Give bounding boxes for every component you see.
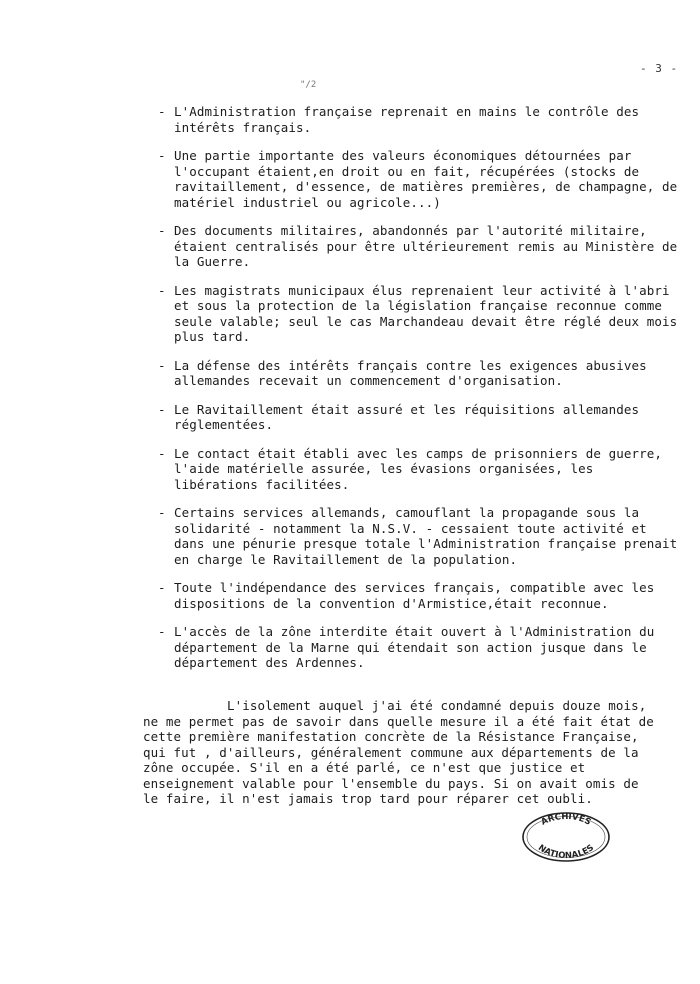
bullet-text: L'accès de la zône interdite était ouvert à l'Administration du département de la Marne qui étendait son action jusque dans le département des Ardennes. — [174, 624, 655, 670]
bullet-dash: - — [158, 624, 166, 639]
bullet-item — [158, 358, 678, 389]
archives-nationales-stamp — [520, 810, 612, 864]
bullet-dash: - — [158, 580, 166, 595]
stray-mark: "/2 — [300, 80, 317, 90]
stamp-top-text: ARCHIVES — [539, 811, 593, 828]
bullet-text: Les magistrats municipaux élus reprenaient leur activité à l'abri et sous la protection de la législation française reconnue comme seule valable; seul le cas Marchandeau devait être réglé deux mois plus tard. — [174, 282, 678, 344]
bullet-text: Certains services allemands, camouflant la propagande sous la solidarité - notamment la N.S.V. - cessaient toute activité et dans une pénurie presque totale l'Administration française prenait en charge le Ravitaillement de la population. — [174, 505, 678, 567]
bullet-text: Une partie importante des valeurs économiques détournées par l'occupant étaient,en droit ou en fait, récupérées (stocks de ravitaillement, d'essence, de matières premières, de champagne, de matériel industriel ou agricole...) — [174, 148, 678, 210]
page-number: - 3 - — [640, 62, 679, 75]
bullet-item — [158, 223, 678, 270]
bullet-text: Le Ravitaillement était assuré et les réquisitions allemandes réglementées. — [174, 401, 640, 432]
bullet-dash: - — [158, 223, 166, 238]
bullet-item — [158, 104, 678, 135]
bullet-dash: - — [158, 282, 166, 298]
bullet-item — [158, 148, 678, 210]
bullet-dash: - — [158, 104, 166, 119]
bullet-dash: - — [158, 505, 166, 520]
bullet-dash: - — [158, 401, 166, 417]
bullet-dash: - — [158, 445, 166, 461]
bullet-item — [158, 402, 678, 433]
bullet-dash: - — [158, 357, 166, 373]
bullet-text: Le contact était établi avec les camps de prisonniers de guerre, l'aide matérielle assurée, les évasions organisées, les libérations facilitées. — [174, 445, 663, 492]
bullet-text: Des documents militaires, abandonnés par l'autorité militaire, étaient centralisés pour être ultérieurement remis au Ministère de la Guerre. — [174, 223, 678, 269]
bullet-text: La défense des intérêts français contre les exigences abusives allemandes recevait un commencement d'organisation. — [174, 357, 647, 388]
stamp-bottom-text: NATIONALES — [536, 842, 596, 862]
bullet-item — [158, 580, 678, 611]
bullet-text: L'Administration française reprenait en mains le contrôle des intérêts français. — [174, 104, 640, 135]
bullet-item — [158, 446, 678, 493]
bullet-list — [158, 104, 678, 684]
bullet-item — [158, 505, 678, 567]
stamp-seal — [520, 810, 612, 864]
bullet-dash: - — [158, 148, 166, 163]
closing-paragraph: L'isolement auquel j'ai été condamné depuis douze mois, ne me permet pas de savoir dans quelle mesure il a été fait état de cette première manifestation concrète de la Résistance Française, qui fut , d'ailleurs, généralement commune aux départements de la zône occupée. S'il en a été parlé, ce n'est que justice et enseignement valable pour l'ensemble du pays. Si on avait omis de le faire, il n'est jamais trop tard pour réparer cet oubli. — [143, 698, 654, 806]
bullet-item — [158, 624, 678, 671]
bullet-item — [158, 283, 678, 345]
bullet-text: Toute l'indépendance des services français, compatible avec les dispositions de la convention d'Armistice,était reconnue. — [174, 580, 655, 611]
